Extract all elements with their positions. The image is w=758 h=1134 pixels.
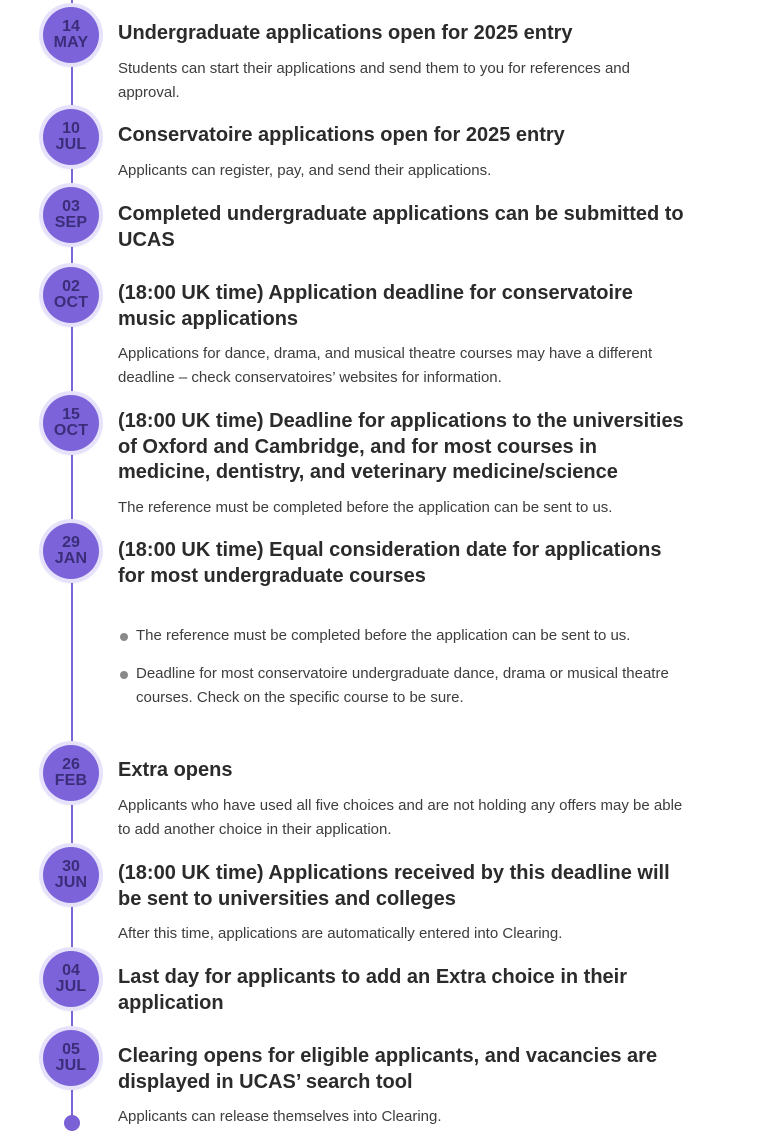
event-description: Applicants who have used all five choices and are not holding any offers may be able to add another choice in their application. <box>118 796 683 838</box>
date-month: JUL <box>55 1057 87 1074</box>
event-title: Conservatoire applications open for 2025 entry <box>118 124 565 146</box>
event-description: After this time, applications are automatically entered into Clearing. <box>118 925 563 942</box>
date-month: OCT <box>53 422 89 439</box>
event-content <box>118 21 688 105</box>
date-badge <box>43 187 99 243</box>
date-month: OCT <box>53 294 89 311</box>
date-month: FEB <box>54 772 88 789</box>
date-day: 15 <box>62 406 80 423</box>
event-content <box>118 202 688 253</box>
event-title: (18:00 UK time) Application deadline for conservatoire music applications <box>118 282 633 330</box>
date-day: 14 <box>62 18 80 35</box>
date-month: MAY <box>53 34 89 51</box>
date-month: JUL <box>55 978 87 995</box>
date-month: JAN <box>54 550 88 567</box>
event-content <box>118 123 688 183</box>
date-day: 05 <box>62 1041 80 1058</box>
date-month: JUL <box>55 136 87 153</box>
date-day: 02 <box>62 278 80 295</box>
event-content <box>118 861 688 946</box>
event-description: The reference must be completed before the application can be sent to us. <box>118 498 613 516</box>
date-day: 26 <box>62 756 80 773</box>
bullet-text: The reference must be completed before the application can be sent to us. <box>136 627 631 644</box>
date-badge <box>43 7 99 63</box>
event-title: Last day for applicants to add an Extra choice in their application <box>118 966 628 1014</box>
bullet-dot-icon <box>120 633 128 641</box>
date-badge <box>43 109 99 165</box>
date-day: 10 <box>62 120 80 137</box>
date-badge <box>43 1030 99 1086</box>
event-description: Applicants can register, pay, and send their applications. <box>118 161 492 179</box>
date-badge <box>43 951 99 1007</box>
event-title: (18:00 UK time) Equal consideration date for applications for most undergraduate courses <box>118 539 662 587</box>
date-month: JUN <box>54 874 88 891</box>
event-bullet-list <box>118 624 688 710</box>
date-badge <box>43 395 99 451</box>
event-description: Students can start their applications and send them to you for references and approval. <box>118 59 630 101</box>
event-title: (18:00 UK time) Deadline for applications to the universities of Oxford and Cambridge, and for most courses in medicine, dentistry, and veterinary medicine/science <box>118 410 684 483</box>
timeline-end-dot-icon <box>64 1115 80 1131</box>
bullet-text: Deadline for most conservatoire undergraduate dance, drama or musical theatre courses. Check on the specific course to be sure. <box>136 665 669 706</box>
bullet-item <box>118 662 688 710</box>
date-month: SEP <box>54 214 88 231</box>
event-content <box>118 281 688 390</box>
bullet-dot-icon <box>120 671 128 679</box>
event-title: Clearing opens for eligible applicants, and vacancies are displayed in UCAS’ search tool <box>118 1045 658 1093</box>
event-title: Undergraduate applications open for 2025 entry <box>118 22 573 44</box>
date-day: 30 <box>62 858 80 875</box>
event-title: Completed undergraduate applications can be submitted to UCAS <box>118 203 684 251</box>
event-content <box>118 538 688 724</box>
bullet-item <box>118 624 688 648</box>
date-badge <box>43 523 99 579</box>
event-title: (18:00 UK time) Applications received by this deadline will be sent to universities and colleges <box>118 862 670 910</box>
event-description: Applicants can release themselves into Clearing. <box>118 1108 442 1125</box>
date-day: 04 <box>62 962 80 979</box>
date-badge <box>43 847 99 903</box>
date-day: 29 <box>62 534 80 551</box>
event-description: Applications for dance, drama, and musical theatre courses may have a different deadline – check conservatoires’ websites for information. <box>118 345 653 386</box>
date-day: 03 <box>62 198 80 215</box>
date-badge <box>43 267 99 323</box>
event-content <box>118 409 688 520</box>
event-content <box>118 1044 688 1129</box>
event-content <box>118 758 688 842</box>
date-badge <box>43 745 99 801</box>
event-title: Extra opens <box>118 759 233 781</box>
event-content <box>118 965 688 1016</box>
